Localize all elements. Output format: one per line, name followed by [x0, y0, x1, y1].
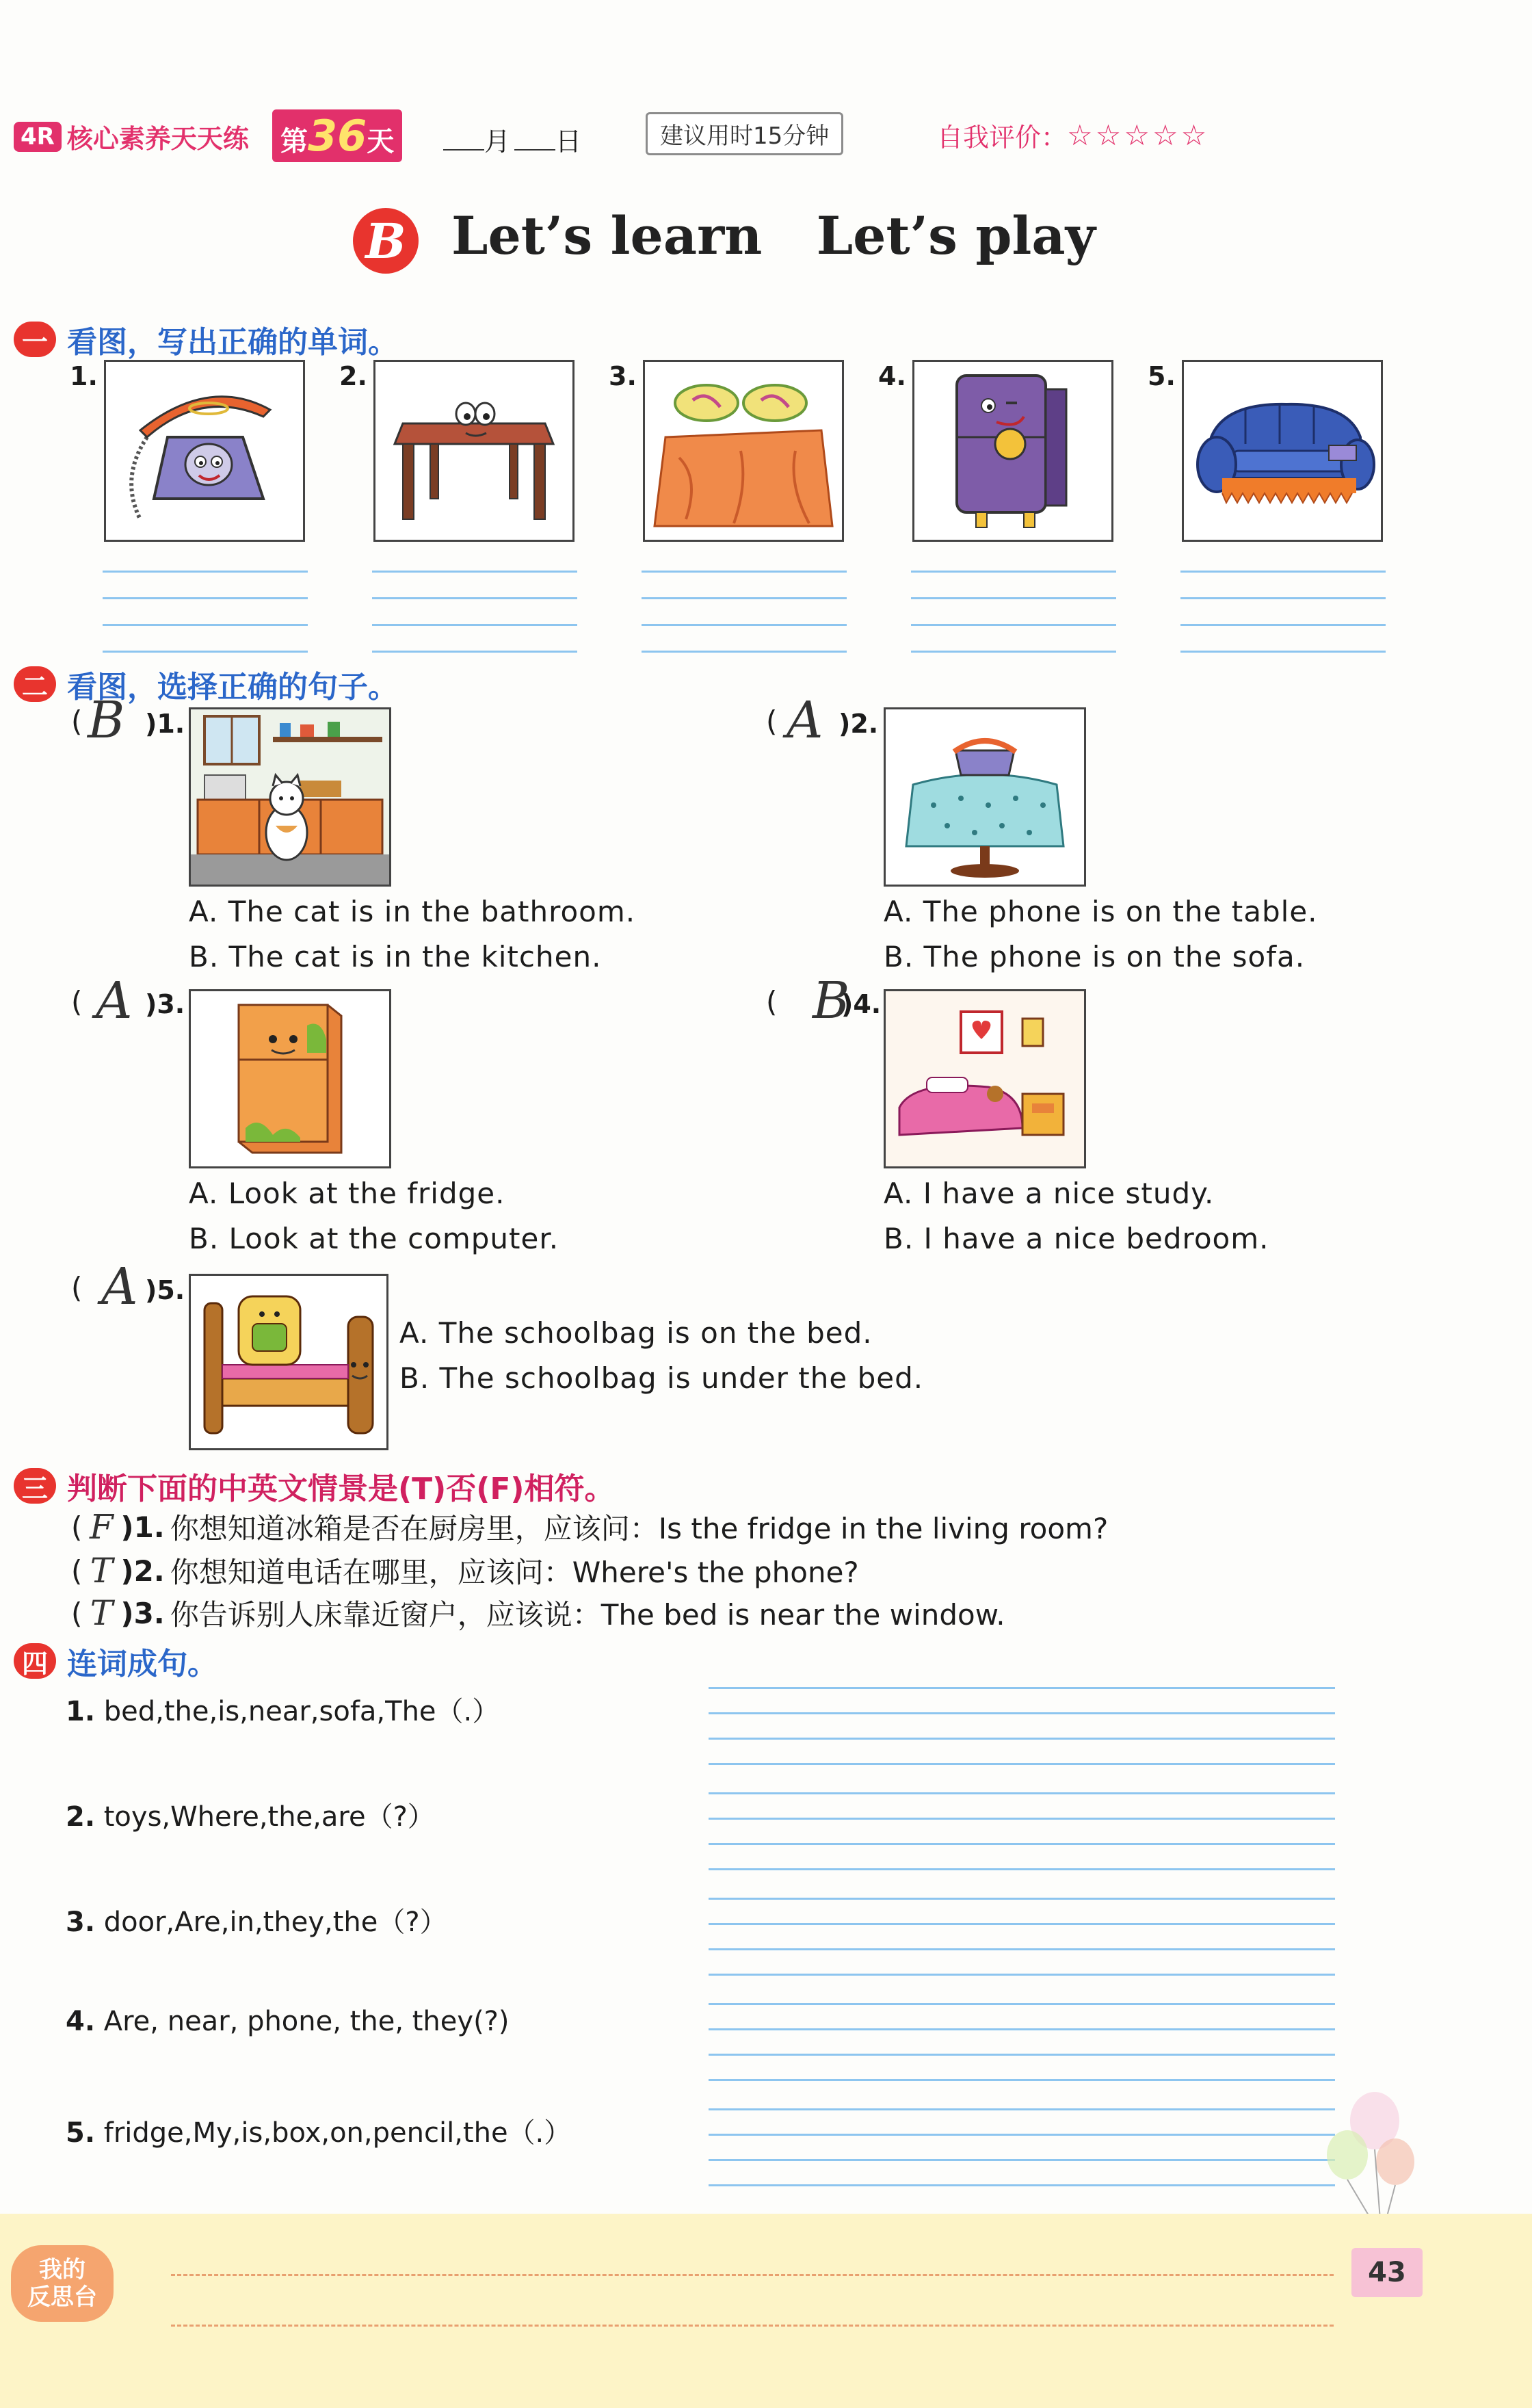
day-prefix: 第	[280, 126, 308, 157]
s2-q2-answer[interactable]: A	[787, 691, 823, 750]
s4-words: fridge,My,is,box,on,pencil,the（.）	[103, 2117, 572, 2149]
s2-q3-option-a[interactable]: A. Look at the fridge.	[189, 1177, 505, 1210]
unit-title: Let’s learn Let’s play	[451, 205, 1096, 266]
s2-q4-option-a[interactable]: A. I have a nice study.	[884, 1177, 1215, 1210]
fridge-picture-2	[189, 989, 391, 1168]
answer-lines-4[interactable]	[911, 571, 1116, 653]
fridge-icon	[914, 362, 1111, 540]
s2-q2-option-b[interactable]: B. The phone is on the sofa.	[884, 940, 1306, 973]
section4-number: 四	[14, 1643, 56, 1679]
s2-q3-bracket: (	[71, 985, 83, 1019]
bed-picture	[643, 360, 844, 542]
s4-number: 3.	[66, 1907, 96, 1938]
schoolbag-bed-picture	[189, 1274, 388, 1450]
s2-q4-bracket: (	[766, 985, 778, 1019]
section1-header	[14, 317, 398, 361]
reflect-line1: 我的	[39, 2256, 85, 2283]
telephone-picture	[104, 360, 305, 542]
section3-number: 三	[14, 1468, 56, 1504]
s3-bracket: (	[71, 1554, 83, 1588]
s2-q1-option-b[interactable]: B. The cat is in the kitchen.	[189, 940, 602, 973]
s2-q5-option-a[interactable]: A. The schoolbag is on the bed.	[399, 1316, 873, 1350]
series-title: 核心素养天天练	[66, 124, 249, 154]
reflection-line-2[interactable]	[171, 2325, 1334, 2327]
s2-q2-bracket: (	[766, 705, 778, 738]
s2-q4-option-b[interactable]: B. I have a nice bedroom.	[884, 1222, 1269, 1255]
s2-q4-number: )4.	[841, 989, 882, 1019]
self-evaluation	[937, 116, 1209, 154]
s1-item-number: 5.	[1148, 361, 1176, 391]
s1-item-number: 1.	[70, 361, 98, 391]
grade-badge: 4R	[14, 122, 62, 152]
month-label: 月	[484, 127, 511, 157]
day-number: 36	[308, 111, 367, 161]
s4-words: bed,the,is,near,sofa,The（.）	[103, 1696, 500, 1727]
answer-lines-2[interactable]	[372, 571, 577, 653]
s3-item	[71, 1550, 859, 1591]
date-fields	[443, 120, 581, 158]
s2-q3-answer[interactable]: A	[96, 971, 133, 1030]
telephone-icon	[106, 362, 303, 540]
s3-item	[71, 1593, 1005, 1634]
s2-q1-number: )1.	[145, 709, 185, 739]
s2-q5-number: )5.	[145, 1275, 185, 1305]
s4-writing-lines-3[interactable]	[709, 1898, 1335, 1976]
s4-item	[66, 2111, 571, 2150]
s1-item-number: 2.	[339, 361, 367, 391]
s2-q5-option-b[interactable]: B. The schoolbag is under the bed.	[399, 1361, 924, 1395]
s3-bracket: (	[71, 1510, 83, 1544]
reflect-line2: 反思台	[27, 2283, 97, 2311]
table-picture	[373, 360, 574, 542]
s3-item	[71, 1506, 1108, 1547]
phone-on-table-picture	[884, 707, 1086, 887]
s3-number: )2.	[120, 1554, 165, 1588]
s4-number: 5.	[66, 2117, 96, 2149]
reflection-badge	[11, 2245, 114, 2322]
section3-title: 判断下面的中英文情景是(T)否(F)相符。	[67, 1471, 615, 1506]
kitchen-picture	[189, 707, 391, 887]
s2-q5-answer[interactable]: A	[101, 1257, 138, 1316]
s3-number: )1.	[120, 1510, 165, 1544]
s3-mark[interactable]: T	[90, 1551, 114, 1591]
day-suffix: 天	[367, 126, 395, 157]
section4-header	[14, 1639, 217, 1683]
section2-title: 看图，选择正确的句子。	[67, 670, 398, 705]
s3-mark[interactable]: T	[90, 1593, 114, 1633]
s4-writing-lines-2[interactable]	[709, 1792, 1335, 1870]
reflection-line-1[interactable]	[171, 2274, 1334, 2276]
section2-number: 二	[14, 666, 56, 702]
s2-q1-answer[interactable]: B	[88, 691, 125, 750]
month-blank[interactable]	[443, 149, 484, 150]
bedroom-picture	[884, 989, 1086, 1168]
fridge-picture	[912, 360, 1113, 542]
s2-q3-option-b[interactable]: B. Look at the computer.	[189, 1222, 559, 1255]
s2-q5-bracket: (	[71, 1271, 83, 1305]
s3-statement: 你想知道电话在哪里，应该问：Where's the phone?	[170, 1556, 859, 1589]
s4-number: 4.	[66, 2006, 96, 2037]
self-eval-label: 自我评价：	[937, 122, 1068, 153]
rating-stars[interactable]: ☆☆☆☆☆	[1067, 118, 1210, 152]
s2-q4-answer[interactable]: B	[813, 971, 850, 1030]
s1-item-number: 3.	[609, 361, 637, 391]
s4-item	[66, 1690, 499, 1729]
s3-number: )3.	[120, 1596, 165, 1630]
answer-lines-1[interactable]	[103, 571, 308, 653]
schoolbag-on-bed-icon	[191, 1276, 386, 1448]
s3-bracket: (	[71, 1596, 83, 1630]
s3-mark[interactable]: F	[90, 1507, 114, 1547]
s4-words: toys,Where,the,are（?）	[103, 1801, 435, 1833]
day-blank[interactable]	[514, 149, 555, 150]
s2-q3-number: )3.	[145, 989, 185, 1019]
header-series	[14, 118, 249, 155]
s1-item-number: 4.	[878, 361, 906, 391]
sofa-picture	[1182, 360, 1383, 542]
fridge-icon	[191, 991, 389, 1166]
table-icon	[375, 362, 572, 540]
s4-number: 1.	[66, 1696, 96, 1727]
s4-writing-lines-4[interactable]	[709, 2003, 1335, 2081]
s3-statement: 你告诉别人床靠近窗户，应该说：The bed is near the window.	[170, 1598, 1005, 1632]
section1-number: 一	[14, 322, 56, 357]
phone-on-table-icon	[886, 709, 1084, 885]
s4-words: door,Are,in,they,the（?）	[103, 1907, 447, 1938]
page-number: 43	[1351, 2248, 1423, 2297]
unit-letter-badge: B	[353, 208, 419, 274]
suggested-time: 建议用时15分钟	[646, 112, 843, 155]
answer-lines-3[interactable]	[642, 571, 847, 653]
s2-q2-number: )2.	[838, 709, 879, 739]
sofa-icon	[1184, 362, 1381, 540]
s4-writing-lines-1[interactable]	[709, 1687, 1335, 1765]
section1-title: 看图，写出正确的单词。	[67, 325, 398, 360]
section2-header	[14, 662, 398, 706]
section3-header	[14, 1464, 615, 1508]
s4-item	[66, 2006, 510, 2037]
bed-icon	[645, 362, 842, 540]
answer-lines-5[interactable]	[1180, 571, 1386, 653]
s4-words: Are, near, phone, the, they(?)	[103, 2006, 510, 2037]
s4-item	[66, 1795, 435, 1834]
bedroom-icon	[886, 991, 1084, 1166]
s3-statement: 你想知道冰箱是否在厨房里，应该问：Is the fridge in the living room?	[170, 1512, 1109, 1545]
s4-item	[66, 1900, 447, 1939]
kitchen-cat-icon	[191, 709, 389, 885]
s2-q1-bracket: (	[71, 705, 83, 738]
s4-writing-lines-5[interactable]	[709, 2108, 1335, 2186]
s2-q1-option-a[interactable]: A. The cat is in the bathroom.	[189, 895, 636, 928]
s4-number: 2.	[66, 1801, 96, 1833]
section4-title: 连词成句。	[67, 1647, 217, 1681]
footer-band	[0, 2214, 1532, 2408]
s2-q2-option-a[interactable]: A. The phone is on the table.	[884, 895, 1318, 928]
date-label: 日	[555, 127, 582, 157]
day-badge	[272, 109, 402, 162]
